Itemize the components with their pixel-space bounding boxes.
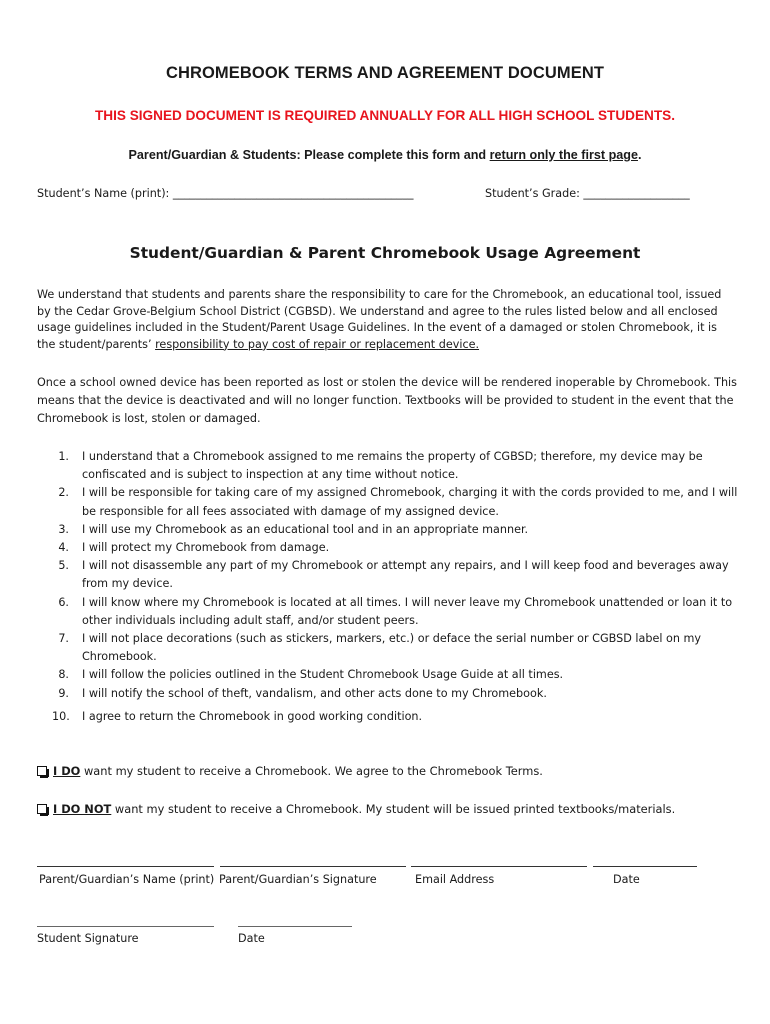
student-grade-label: Student’s Grade: <box>485 187 584 200</box>
document-title: CHROMEBOOK TERMS AND AGREEMENT DOCUMENT <box>165 64 605 82</box>
date-label: Date <box>613 873 640 886</box>
rule-number: 10. <box>52 709 70 723</box>
parent-signature-label: Parent/Guardian’s Signature <box>219 873 377 886</box>
option-do-text: want my student to receive a Chromebook. We agree to the Chromebook Terms. <box>80 764 543 778</box>
completion-instruction <box>0 148 770 162</box>
rule-text: I will notify the school of theft, vandalism, and other acts done to my Chromebook. <box>82 686 547 700</box>
annual-requirement-notice: THIS SIGNED DOCUMENT IS REQUIRED ANNUALLY FOR ALL HIGH SCHOOL STUDENTS. <box>94 108 676 123</box>
rule-number: 5. <box>58 559 69 573</box>
student-signature-line[interactable] <box>37 926 214 927</box>
option-do-not-emphasis: I DO NOT <box>53 802 112 816</box>
rule-text: I understand that a Chromebook assigned to me remains the property of CGBSD; therefore, my device may be confiscated and is subject to inspection at any time without notice. <box>82 450 703 482</box>
date-signature-line[interactable] <box>593 866 697 867</box>
option-do-not-text: want my student to receive a Chromebook. My student will be issued printed textbooks/materials. <box>111 802 676 816</box>
student-date-label: Date <box>238 932 265 945</box>
checkbox-do[interactable] <box>37 766 47 776</box>
instruction-suffix: . <box>637 148 642 162</box>
list-item <box>52 708 742 726</box>
option-do-not-row[interactable] <box>37 802 675 816</box>
student-signature-label: Student Signature <box>37 932 139 945</box>
parent-signature-line[interactable] <box>220 866 406 867</box>
student-name-field[interactable] <box>37 187 413 200</box>
rule-text: I will use my Chromebook as an educational tool and in an appropriate manner. <box>82 522 529 536</box>
rule-text: I will follow the policies outlined in the Student Chromebook Usage Guide at all times. <box>82 668 564 682</box>
email-label: Email Address <box>415 873 495 886</box>
responsibility-underlined: responsibility to pay cost of repair or replacement device. <box>155 337 480 351</box>
rule-text: I will be responsible for taking care of my assigned Chromebook, charging it with the cords provided to me, and I will be responsible for all fees associated with damage of my assigned device. <box>82 486 738 518</box>
list-item <box>52 666 742 684</box>
rule-text: I agree to return the Chromebook in good working condition. <box>82 709 423 723</box>
list-item <box>52 539 742 557</box>
agreement-title: Student/Guardian & Parent Chromebook Usage Agreement <box>129 244 641 262</box>
list-item <box>52 557 742 593</box>
parent-name-label: Parent/Guardian’s Name (print) <box>39 873 215 886</box>
rules-list <box>52 448 742 726</box>
responsibility-text: We understand that students and parents share the responsibility to care for the Chromebook, an educational tool, issued by the Cedar Grove-Belgium School District (CGBSD). We understand and agree to the rules listed below and all enclosed usage guidelines included in the Student/Parent Usage Guidelines. In the event of a damaged or stolen Chromebook, it is the student/parents’ <box>37 288 722 351</box>
instruction-underlined: return only the first page <box>489 148 638 162</box>
rule-number: 4. <box>58 541 69 555</box>
rule-number: 7. <box>58 632 69 646</box>
responsibility-paragraph <box>37 287 737 353</box>
lost-device-paragraph: Once a school owned device has been reported as lost or stolen the device will be rendered inoperable by Chromebook. This means that the device is deactivated and will no longer function. Textbooks will be provided to student in the event that the Chromebook is lost, stolen or damaged. <box>37 376 737 425</box>
option-do-emphasis: I DO <box>53 764 81 778</box>
student-name-blank[interactable]: ___________________________________________ <box>172 187 414 200</box>
checkbox-do-not[interactable] <box>37 804 47 814</box>
rule-text: I will protect my Chromebook from damage. <box>82 541 330 555</box>
rule-text: I will know where my Chromebook is located at all times. I will never leave my Chromebook unattended or loan it to other individuals including adult staff, and/or student peers. <box>82 595 733 627</box>
rule-number: 3. <box>58 522 69 536</box>
student-grade-field[interactable] <box>485 187 690 200</box>
list-item <box>52 521 742 539</box>
rule-number: 8. <box>58 668 69 682</box>
parent-name-signature-line[interactable] <box>37 866 214 867</box>
rule-number: 2. <box>58 486 69 500</box>
list-item <box>52 685 742 703</box>
list-item <box>52 484 742 520</box>
rule-number: 1. <box>58 450 69 463</box>
rule-number: 9. <box>58 686 69 700</box>
list-item <box>52 630 742 666</box>
email-signature-line[interactable] <box>411 866 587 867</box>
student-date-line[interactable] <box>238 926 352 927</box>
list-item <box>52 448 742 484</box>
student-grade-blank[interactable]: ___________________ <box>583 187 690 200</box>
option-do-row[interactable] <box>37 764 543 778</box>
rule-text: I will not place decorations (such as stickers, markers, etc.) or deface the serial number or CGBSD label on my Chromebook. <box>82 632 702 664</box>
student-name-label: Student’s Name (print): <box>37 187 173 200</box>
list-item <box>52 594 742 630</box>
rule-number: 6. <box>58 595 69 609</box>
instruction-prefix: Parent/Guardian & Students: Please complete this form and <box>128 148 490 162</box>
rule-text: I will not disassemble any part of my Chromebook or attempt any repairs, and I will keep food and beverages away from my device. <box>82 559 729 591</box>
